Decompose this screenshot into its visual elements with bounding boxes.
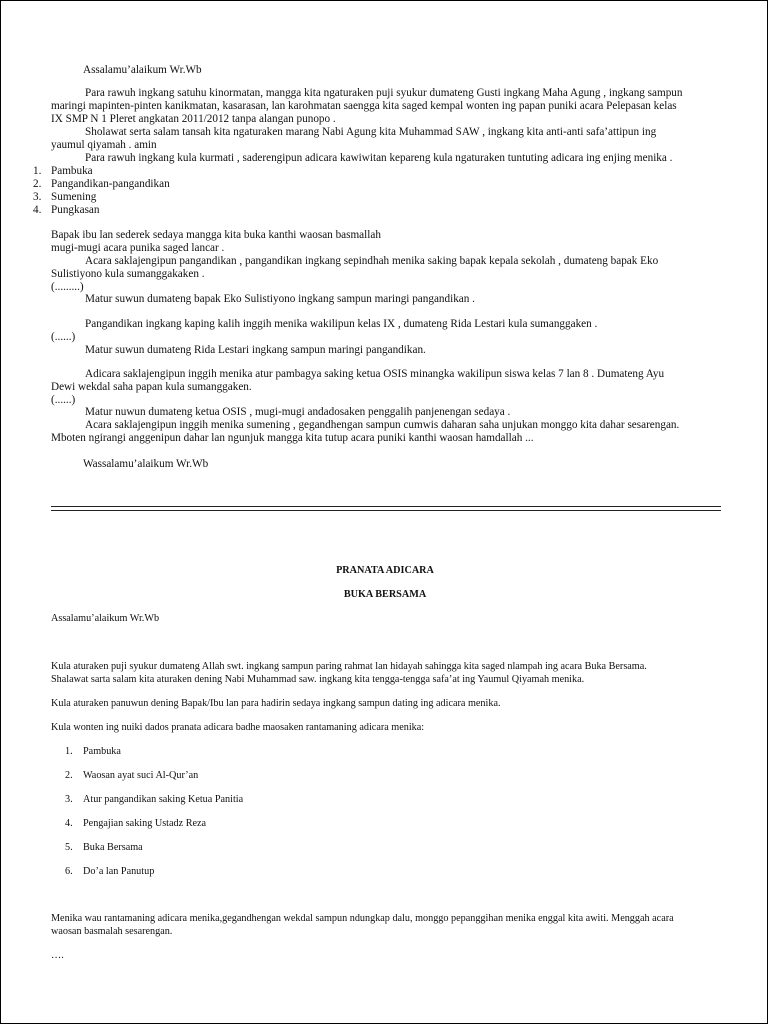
agenda-label: Pungkasan bbox=[51, 204, 100, 216]
letter1-agenda-item bbox=[33, 165, 93, 178]
agenda-number: 2. bbox=[33, 178, 42, 190]
agenda-label: Pambuka bbox=[51, 165, 93, 177]
page-title: PRANATA ADICARA bbox=[336, 565, 434, 576]
letter1-agenda-item bbox=[33, 191, 96, 204]
letter1-closing: Wassalamu’alaikum Wr.Wb bbox=[83, 458, 209, 470]
letter2-paragraph-line: Kula aturaken puji syukur dumateng Allah swt. ingkang sampun paring rahmat lan hidayah sahingga kita saged nlampah ing acara Buka Bersama. bbox=[51, 661, 647, 672]
agenda-number: 3. bbox=[65, 794, 73, 805]
letter1-paragraph-line: Mboten ngirangi anggenipun dahar lan ngunjuk mangga kita tutup acara puniki kanthi waosan hamdallah ... bbox=[51, 432, 534, 444]
letter1-paragraph-line: Sulistiyono kula sumanggakaken . bbox=[51, 268, 205, 280]
letter1-agenda-item bbox=[33, 204, 99, 217]
letter2-paragraph-line: waosan basmalah sesarengan. bbox=[51, 926, 173, 937]
agenda-label: Pambuka bbox=[83, 746, 121, 757]
letter1-agenda-item bbox=[33, 178, 170, 191]
letter1-ellipsis: (......) bbox=[51, 394, 76, 406]
letter2-agenda-item bbox=[65, 842, 143, 855]
letter1-paragraph-line: Sholawat serta salam tansah kita ngaturaken marang Nabi Agung kita Muhammad SAW , ingkang kita anti-anti safa’attipun ing bbox=[85, 126, 657, 138]
letter2-paragraph-line: Kula aturaken panuwun dening Bapak/Ibu lan para hadirin sedaya ingkang sampun dating ing adicara menika. bbox=[51, 698, 501, 709]
agenda-number: 4. bbox=[33, 204, 42, 216]
section-divider bbox=[51, 506, 721, 507]
page-subtitle: BUKA BERSAMA bbox=[343, 589, 427, 600]
letter1-paragraph-line: mugi-mugi acara punika saged lancar . bbox=[51, 242, 225, 254]
letter1-paragraph-line: Matur suwun dumateng bapak Eko Sulistiyono ingkang sampun maringi pangandikan . bbox=[85, 293, 475, 305]
letter1-paragraph-line: Para rawuh ingkang kula kurmati , saderengipun adicara kawiwitan kepareng kula ngaturaken tuntuting adicara ing enjing menika . bbox=[85, 152, 673, 164]
letter1-paragraph-line: Bapak ibu lan sederek sedaya mangga kita buka kanthi waosan basmallah bbox=[51, 229, 381, 241]
agenda-number: 6. bbox=[65, 866, 73, 877]
letter1-paragraph-line: Acara saklajengipun pangandikan , pangandikan ingkang sepindhah menika saking bapak kepala sekolah , dumateng bapak Eko bbox=[85, 255, 659, 267]
letter1-paragraph-line: Adicara saklajengipun inggih menika atur pambagya saking ketua OSIS minangka wakilipun siswa kelas 7 lan 8 . Dumateng Ayu bbox=[85, 368, 665, 380]
section-divider bbox=[51, 510, 721, 511]
agenda-number: 4. bbox=[65, 818, 73, 829]
agenda-number: 3. bbox=[33, 191, 42, 203]
letter2-paragraph-line: Kula wonten ing nuiki dados pranata adicara badhe maosaken rantamaning adicara menika: bbox=[51, 722, 425, 733]
agenda-label: Atur pangandikan saking Ketua Panitia bbox=[83, 794, 244, 805]
agenda-number: 5. bbox=[65, 842, 73, 853]
letter1-paragraph-line: Dewi wekdal saha papan kula sumanggaken. bbox=[51, 381, 252, 393]
letter2-ending: …. bbox=[51, 950, 64, 961]
letter2-paragraph-line: Shalawat sarta salam kita aturaken dening Nabi Muhammad saw. ingkang kita tengga-tengga safa’at ing Yaumul Qiyamah menika. bbox=[51, 674, 585, 685]
letter2-greeting: Assalamu’alaikum Wr.Wb bbox=[51, 613, 160, 624]
agenda-label: Buka Bersama bbox=[83, 842, 143, 853]
agenda-label: Do’a lan Panutup bbox=[83, 866, 155, 877]
letter2-agenda-item bbox=[65, 794, 243, 807]
letter1-paragraph-line: Para rawuh ingkang satuhu kinormatan, mangga kita ngaturaken puji syukur dumateng Gusti ingkang Maha Agung , ingkang sampun bbox=[85, 87, 683, 99]
letter1-paragraph-line: Matur nuwun dumateng ketua OSIS , mugi-mugi andadosaken penggalih panjenengan sedaya . bbox=[85, 406, 511, 418]
letter1-paragraph-line: Pangandikan ingkang kaping kalih inggih menika wakilipun kelas IX , dumateng Rida Lestari kula sumanggaken . bbox=[85, 318, 598, 330]
agenda-label: Pangandikan-pangandikan bbox=[51, 178, 170, 190]
letter1-paragraph-line: Acara saklajengipun inggih menika sumening , gegandhengan sampun cumwis daharan saha unjukan monggo kita dahar sesarengan. bbox=[85, 419, 680, 431]
letter2-agenda-item bbox=[65, 866, 154, 879]
letter2-agenda-item bbox=[65, 770, 198, 783]
agenda-number: 2. bbox=[65, 770, 73, 781]
letter2-paragraph-line: Menika wau rantamaning adicara menika,gegandhengan wekdal sampun ndungkap dalu, monggo pepanggihan menika enggal kita awiti. Menggah acara bbox=[51, 913, 674, 924]
letter1-paragraph-line: yaumul qiyamah . amin bbox=[51, 139, 157, 151]
agenda-number: 1. bbox=[65, 746, 73, 757]
agenda-label: Waosan ayat suci Al-Qur’an bbox=[83, 770, 199, 781]
letter1-paragraph-line: IX SMP N 1 Pleret angkatan 2011/2012 tanpa alangan punopo . bbox=[51, 113, 336, 125]
agenda-label: Sumening bbox=[51, 191, 97, 203]
letter1-paragraph-line: Matur suwun dumateng Rida Lestari ingkang sampun maringi pangandikan. bbox=[85, 344, 426, 356]
letter1-ellipsis: (......) bbox=[51, 331, 76, 343]
letter2-agenda-item bbox=[65, 818, 206, 831]
agenda-label: Pengajian saking Ustadz Reza bbox=[83, 818, 207, 829]
letter1-paragraph-line: maringi mapinten-pinten kanikmatan, kasarasan, lan karohmatan saengga kita saged kempal wonten ing papan puniki acara Pelepasan kelas bbox=[51, 100, 677, 112]
letter2-agenda-item bbox=[65, 746, 121, 759]
letter1-greeting: Assalamu’alaikum Wr.Wb bbox=[83, 64, 202, 76]
letter1-ellipsis: (.........) bbox=[51, 281, 84, 293]
agenda-number: 1. bbox=[33, 165, 42, 177]
